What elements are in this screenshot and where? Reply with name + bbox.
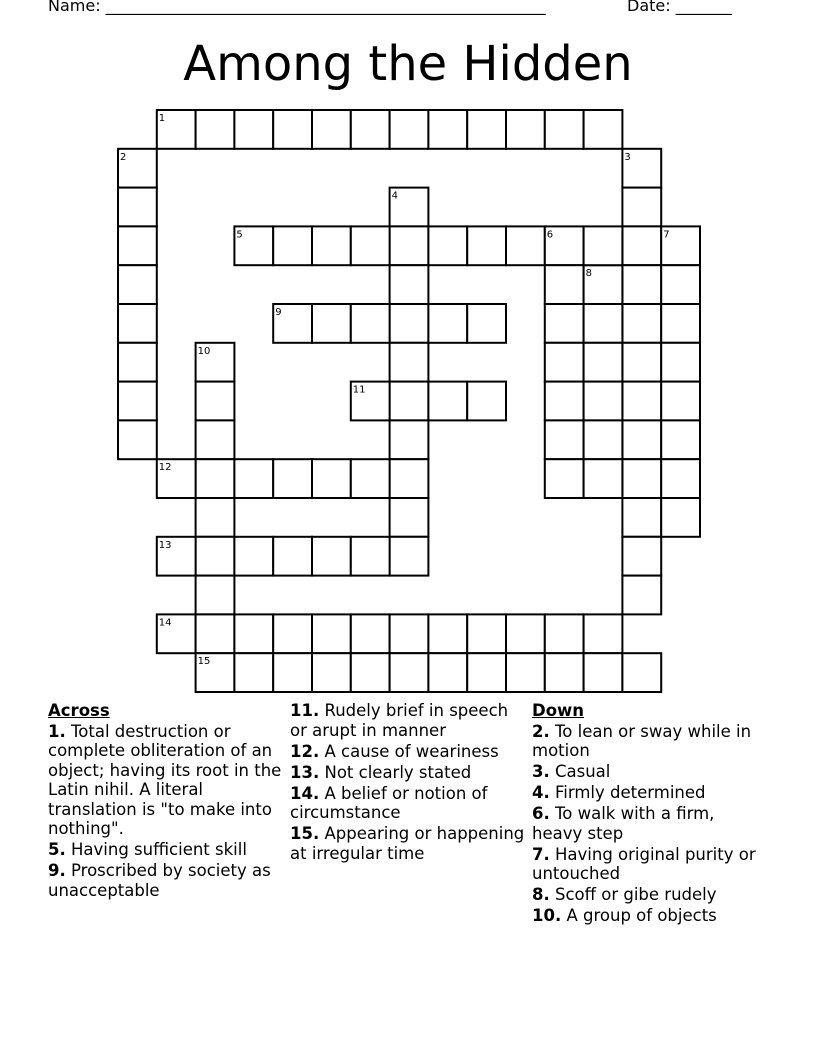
grid-cell[interactable] xyxy=(467,653,506,692)
grid-cell[interactable] xyxy=(545,653,584,692)
clue-number-label: 7 xyxy=(663,229,670,241)
down-clue xyxy=(532,722,768,761)
grid-cell[interactable] xyxy=(351,226,390,265)
grid-cell[interactable] xyxy=(118,420,157,459)
grid-cell[interactable] xyxy=(506,614,545,653)
grid-cell[interactable] xyxy=(584,614,623,653)
grid-cell[interactable] xyxy=(584,304,623,343)
grid-cell[interactable] xyxy=(467,226,506,265)
grid-cell[interactable] xyxy=(390,382,429,421)
clue-number: 13. xyxy=(290,762,320,782)
grid-cell[interactable] xyxy=(118,304,157,343)
clue-text: Having original purity or untouched xyxy=(532,844,756,883)
grid-cell[interactable] xyxy=(273,226,312,265)
grid-cell[interactable] xyxy=(273,110,312,149)
clue-number: 12. xyxy=(290,741,320,761)
grid-cell[interactable] xyxy=(351,614,390,653)
grid-cell[interactable] xyxy=(467,382,506,421)
clue-number-label: 3 xyxy=(624,151,631,163)
clue-number-label: 1 xyxy=(158,113,166,124)
clue-number-label: 9 xyxy=(275,307,282,318)
down-clue xyxy=(532,906,768,926)
grid-cell[interactable] xyxy=(196,110,235,149)
clue-number-label: 10 xyxy=(197,345,211,357)
grid-cell[interactable] xyxy=(584,110,623,149)
grid-cell[interactable] xyxy=(390,226,429,265)
name-field-label: Name: _______________________________________________________ xyxy=(48,0,546,15)
grid-cell[interactable] xyxy=(622,226,661,265)
grid-cell[interactable] xyxy=(661,265,700,304)
clue-number: 9. xyxy=(48,861,66,880)
grid-cell[interactable] xyxy=(584,382,623,421)
grid-cell[interactable] xyxy=(312,653,351,692)
grid-cell[interactable] xyxy=(312,304,351,343)
clue-text: Having sufficient skill xyxy=(65,840,247,859)
grid-cell[interactable] xyxy=(428,226,467,265)
clue-text: To walk with a firm, heavy step xyxy=(532,804,715,843)
grid-cell[interactable] xyxy=(661,420,700,459)
grid-cell[interactable] xyxy=(506,653,545,692)
clue-number: 3. xyxy=(532,762,550,781)
across-clues-column-continued xyxy=(290,701,526,865)
down-clues-column xyxy=(532,701,768,927)
grid-cell[interactable] xyxy=(390,614,429,653)
grid-cell[interactable] xyxy=(467,110,506,149)
clue-number: 11. xyxy=(290,701,320,720)
clue-number-label: 5 xyxy=(236,229,243,241)
grid-cell[interactable] xyxy=(390,110,429,149)
grid-cell[interactable] xyxy=(506,110,545,149)
clue-number-label: 14 xyxy=(158,617,172,629)
grid-cell[interactable] xyxy=(390,653,429,692)
grid-cell[interactable] xyxy=(428,653,467,692)
clue-number-label: 4 xyxy=(391,190,398,202)
grid-cell[interactable] xyxy=(312,459,351,498)
grid-cell[interactable] xyxy=(467,304,506,343)
clue-number-label: 12 xyxy=(158,462,172,474)
grid-cell[interactable] xyxy=(584,459,623,498)
grid-cell[interactable] xyxy=(234,653,273,692)
grid-cell[interactable] xyxy=(196,576,235,615)
grid-cell[interactable] xyxy=(196,498,235,537)
down-clue xyxy=(532,783,768,803)
grid-cell[interactable] xyxy=(118,382,157,421)
grid-cell[interactable] xyxy=(545,614,584,653)
down-clue xyxy=(532,762,768,782)
grid-cell[interactable] xyxy=(273,537,312,576)
grid-cell[interactable] xyxy=(118,226,157,265)
grid-cell[interactable] xyxy=(622,576,661,615)
across-clue xyxy=(290,742,526,762)
grid-cell[interactable] xyxy=(312,614,351,653)
grid-cell[interactable] xyxy=(234,110,273,149)
clue-number: 6. xyxy=(532,804,550,823)
grid-cell[interactable] xyxy=(661,343,700,382)
grid-cell[interactable] xyxy=(312,226,351,265)
grid-cell[interactable] xyxy=(622,420,661,459)
grid-cell[interactable] xyxy=(545,382,584,421)
grid-cell[interactable] xyxy=(622,343,661,382)
grid-cell[interactable] xyxy=(390,498,429,537)
grid-cell[interactable] xyxy=(312,537,351,576)
clue-text: Rudely brief in speech or arupt in manner xyxy=(290,701,509,740)
grid-cell[interactable] xyxy=(584,226,623,265)
grid-cell[interactable] xyxy=(545,420,584,459)
clue-text: Proscribed by society as unacceptable xyxy=(48,861,271,900)
puzzle-title: Among the Hidden xyxy=(183,36,633,92)
grid-cell[interactable] xyxy=(351,653,390,692)
grid-cell[interactable] xyxy=(584,343,623,382)
grid-cell[interactable] xyxy=(390,304,429,343)
across-clue xyxy=(290,701,526,740)
clue-number-label: 15 xyxy=(197,656,211,668)
clue-number-label: 2 xyxy=(120,151,127,163)
grid-cell[interactable] xyxy=(545,304,584,343)
grid-cell[interactable] xyxy=(661,498,700,537)
clue-text: A cause of weariness xyxy=(319,741,499,761)
grid-cell[interactable] xyxy=(584,653,623,692)
grid-cell[interactable] xyxy=(312,110,351,149)
grid-cell[interactable] xyxy=(351,537,390,576)
date-field-label: Date: _______ xyxy=(627,0,732,15)
grid-cell[interactable] xyxy=(584,420,623,459)
clue-number: 15. xyxy=(290,824,320,843)
clue-number-label: 6 xyxy=(546,229,554,241)
clue-number: 1. xyxy=(48,721,66,741)
across-clue xyxy=(290,763,526,783)
down-clue xyxy=(532,845,768,884)
grid-cell[interactable] xyxy=(273,459,312,498)
grid-cell[interactable] xyxy=(196,382,235,421)
clue-text: Casual xyxy=(549,762,611,781)
grid-cell[interactable] xyxy=(622,537,661,576)
grid-cell[interactable] xyxy=(118,188,157,227)
down-clue xyxy=(532,885,768,905)
grid-cell[interactable] xyxy=(351,304,390,343)
grid-cell[interactable] xyxy=(661,459,700,498)
grid-cell[interactable] xyxy=(545,265,584,304)
grid-cell[interactable] xyxy=(545,343,584,382)
clue-text: A group of objects xyxy=(561,906,717,925)
grid-cell[interactable] xyxy=(661,382,700,421)
grid-cell[interactable] xyxy=(467,614,506,653)
grid-cell[interactable] xyxy=(234,459,273,498)
across-clues-column xyxy=(48,701,284,902)
grid-cell[interactable] xyxy=(196,537,235,576)
clue-number-label: 8 xyxy=(585,268,592,280)
clue-text: Appearing or happening at irregular time xyxy=(290,824,525,863)
grid-cell[interactable] xyxy=(196,420,235,459)
grid-cell[interactable] xyxy=(545,110,584,149)
grid-cell[interactable] xyxy=(428,614,467,653)
clue-number-label: 13 xyxy=(158,539,172,551)
down-heading: Down xyxy=(532,701,585,720)
grid-cell[interactable] xyxy=(622,265,661,304)
clue-number-label: 11 xyxy=(352,384,366,396)
clue-text: A belief or notion of circumstance xyxy=(290,783,488,822)
clue-text: Total destruction or complete obliteration of an object; having its root in the Latin nihil. A literal translation is "to make into nothing". xyxy=(48,721,282,838)
down-clue xyxy=(532,804,768,843)
grid-cell[interactable] xyxy=(196,614,235,653)
grid-cell[interactable] xyxy=(196,459,235,498)
clue-number: 7. xyxy=(532,844,550,864)
grid-cell[interactable] xyxy=(428,382,467,421)
grid-cell[interactable] xyxy=(661,304,700,343)
grid-cell[interactable] xyxy=(234,537,273,576)
grid-cell[interactable] xyxy=(390,459,429,498)
grid-cell[interactable] xyxy=(351,110,390,149)
across-clue xyxy=(290,784,526,823)
grid-cell[interactable] xyxy=(428,304,467,343)
grid-cell[interactable] xyxy=(273,653,312,692)
across-clue xyxy=(48,840,284,860)
grid-cell[interactable] xyxy=(118,265,157,304)
grid-cell[interactable] xyxy=(390,265,429,304)
clue-number: 14. xyxy=(290,783,320,803)
grid-cell[interactable] xyxy=(622,304,661,343)
clue-text: To lean or sway while in motion xyxy=(532,721,752,760)
across-clue xyxy=(48,722,284,839)
grid-cell[interactable] xyxy=(390,537,429,576)
grid-cell[interactable] xyxy=(428,110,467,149)
grid-cell[interactable] xyxy=(390,420,429,459)
grid-cell[interactable] xyxy=(273,614,312,653)
clue-number: 10. xyxy=(532,906,562,925)
grid-cell[interactable] xyxy=(622,459,661,498)
grid-cell[interactable] xyxy=(118,343,157,382)
grid-cell[interactable] xyxy=(622,188,661,227)
grid-cell[interactable] xyxy=(351,459,390,498)
across-heading: Across xyxy=(48,701,110,720)
clue-number: 4. xyxy=(532,783,550,802)
grid-cell[interactable] xyxy=(622,498,661,537)
clue-text: Firmly determined xyxy=(549,783,706,802)
grid-cell[interactable] xyxy=(622,382,661,421)
grid-cell[interactable] xyxy=(390,343,429,382)
clue-number: 8. xyxy=(532,885,550,904)
clue-text: Not clearly stated xyxy=(319,762,472,782)
grid-cell[interactable] xyxy=(234,614,273,653)
across-clue xyxy=(290,824,526,863)
grid-cell[interactable] xyxy=(545,459,584,498)
clue-number: 2. xyxy=(532,721,550,741)
grid-cell[interactable] xyxy=(622,653,661,692)
clue-text: Scoff or gibe rudely xyxy=(549,885,717,904)
clue-number: 5. xyxy=(48,840,66,859)
grid-cell[interactable] xyxy=(506,226,545,265)
across-clue xyxy=(48,861,284,900)
